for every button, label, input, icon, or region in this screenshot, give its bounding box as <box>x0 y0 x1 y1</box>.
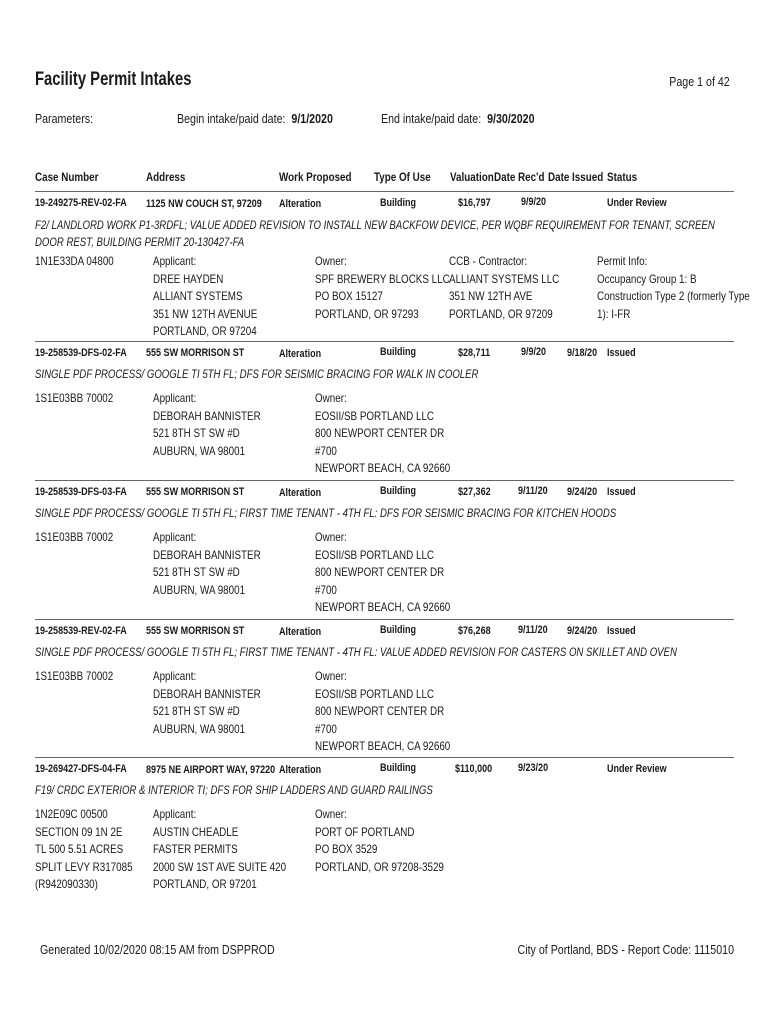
status: Issued <box>607 347 636 359</box>
work-proposed: Alteration <box>279 626 322 638</box>
owner-block <box>315 390 480 478</box>
col-header-type-of-use: Type Of Use <box>374 170 431 184</box>
record-divider <box>35 480 734 481</box>
address: 1125 NW COUCH ST, 97209 <box>146 198 262 210</box>
col-header-date-received: Date Rec'd <box>494 170 545 184</box>
block-line: SPLIT LEVY R317085 <box>35 859 133 874</box>
record-divider <box>35 341 734 342</box>
parcel-block <box>35 253 131 271</box>
block-line: TL 500 5.51 ACRES <box>35 842 124 856</box>
block-line: AUBURN, WA 98001 <box>153 582 246 597</box>
address: 8975 NE AIRPORT WAY, 97220 <box>146 764 276 776</box>
work-description: F2/ LANDLORD WORK P1-3RDFL; VALUE ADDED REVISION TO INSTALL NEW BACKFOW DEVICE, PER WQBF REQUIREMENT FOR TENANT, SCREEN DOOR REST, BUILDING PERMIT 20-130427-FA <box>35 218 715 249</box>
case-number: 19-249275-REV-02-FA <box>35 197 127 209</box>
block-line: AUBURN, WA 98001 <box>153 443 246 458</box>
permit-info-block <box>597 253 770 323</box>
block-line: 1S1E03BB 70002 <box>35 391 114 405</box>
col-header-valuation: Valuation <box>450 170 494 184</box>
col-header-date-issued: Date Issued <box>548 170 604 184</box>
applicant-block <box>153 390 284 460</box>
block-line: Owner: <box>315 807 347 821</box>
valuation: $76,268 <box>458 625 491 637</box>
block-line: 1N1E33DA 04800 <box>35 254 114 268</box>
block-line: DEBORAH BANNISTER <box>153 547 261 562</box>
parcel-block <box>35 668 130 686</box>
end-date-value: 9/30/2020 <box>487 111 535 126</box>
contractor-block <box>449 253 584 323</box>
address: 555 SW MORRISON ST <box>146 625 245 637</box>
type-of-use: Building <box>380 762 417 774</box>
applicant-block <box>153 529 284 599</box>
block-line: Owner: <box>315 530 347 544</box>
block-line: Applicant: <box>153 530 197 544</box>
block-line: ALLIANT SYSTEMS LLC <box>449 271 560 286</box>
block-line: Construction Type 2 (formerly Type <box>597 289 750 303</box>
block-line: AUSTIN CHEADLE <box>153 824 239 839</box>
date-issued: 9/24/20 <box>567 625 598 637</box>
col-header-address: Address <box>146 170 186 184</box>
block-line: #700 <box>315 443 337 458</box>
block-line: SPF BREWERY BLOCKS LLC <box>315 271 450 286</box>
block-line: Permit Info: <box>597 254 648 268</box>
block-line: #700 <box>315 582 337 597</box>
footer-report-code: City of Portland, BDS - Report Code: 1115010 <box>517 942 734 957</box>
block-line: Applicant: <box>153 254 197 268</box>
case-number: 19-258539-DFS-02-FA <box>35 347 127 359</box>
block-line: 521 8TH ST SW #D <box>153 704 240 718</box>
block-line: SECTION 09 1N 2E <box>35 824 123 839</box>
block-line: (R942090330) <box>35 877 98 891</box>
valuation: $16,797 <box>458 197 491 209</box>
work-proposed: Alteration <box>279 487 322 499</box>
block-line: 2000 SW 1ST AVE SUITE 420 <box>153 859 287 874</box>
block-line: PO BOX 15127 <box>315 289 383 303</box>
block-line: PO BOX 3529 <box>315 842 378 856</box>
status: Issued <box>607 486 636 498</box>
block-line: DEBORAH BANNISTER <box>153 408 261 423</box>
block-line: Owner: <box>315 391 347 405</box>
case-number: 19-258539-REV-02-FA <box>35 625 127 637</box>
block-line: 521 8TH ST SW #D <box>153 426 240 440</box>
block-line: PORTLAND, OR 97204 <box>153 324 257 338</box>
block-line: 800 NEWPORT CENTER DR <box>315 565 445 579</box>
begin-date-label: Begin intake/paid date: <box>177 111 286 126</box>
status: Under Review <box>607 197 667 209</box>
applicant-block <box>153 253 280 341</box>
date-received: 9/11/20 <box>518 624 548 636</box>
block-line: NEWPORT BEACH, CA 92660 <box>315 600 451 614</box>
block-line: ALLIANT SYSTEMS <box>153 289 243 303</box>
block-line: #700 <box>315 721 337 736</box>
type-of-use: Building <box>380 485 417 497</box>
block-line: Applicant: <box>153 669 197 683</box>
parcel-block <box>35 529 130 547</box>
block-line: EOSII/SB PORTLAND LLC <box>315 408 435 423</box>
applicant-block <box>153 806 315 894</box>
valuation: $28,711 <box>458 347 491 359</box>
block-line: Applicant: <box>153 807 197 821</box>
block-line: FASTER PERMITS <box>153 842 238 856</box>
block-line: NEWPORT BEACH, CA 92660 <box>315 739 451 753</box>
begin-date-param <box>177 111 367 126</box>
address: 555 SW MORRISON ST <box>146 486 245 498</box>
col-header-work-proposed: Work Proposed <box>279 170 352 184</box>
block-line: EOSII/SB PORTLAND LLC <box>315 686 435 701</box>
address: 555 SW MORRISON ST <box>146 347 245 359</box>
page-number: Page 1 of 42 <box>669 74 730 89</box>
block-line: PORTLAND, OR 97208-3529 <box>315 859 444 874</box>
type-of-use: Building <box>380 197 417 209</box>
col-header-status: Status <box>607 170 638 184</box>
block-line: PORT OF PORTLAND <box>315 824 415 839</box>
block-line: 521 8TH ST SW #D <box>153 565 240 579</box>
block-line: Owner: <box>315 254 347 268</box>
date-received: 9/9/20 <box>521 346 547 358</box>
block-line: DEBORAH BANNISTER <box>153 686 261 701</box>
work-proposed: Alteration <box>279 198 322 210</box>
case-number: 19-269427-DFS-04-FA <box>35 763 127 775</box>
block-line: 351 NW 12TH AVE <box>449 289 533 303</box>
block-line: 1): I-FR <box>597 306 631 321</box>
end-date-label: End intake/paid date: <box>381 111 482 126</box>
block-line: 1S1E03BB 70002 <box>35 530 114 544</box>
begin-date-value: 9/1/2020 <box>291 111 333 126</box>
block-line: DREE HAYDEN <box>153 271 224 286</box>
valuation: $27,362 <box>458 486 491 498</box>
block-line: 1N2E09C 00500 <box>35 807 108 821</box>
block-line: 1S1E03BB 70002 <box>35 669 114 683</box>
block-line: NEWPORT BEACH, CA 92660 <box>315 461 451 475</box>
block-line: 351 NW 12TH AVENUE <box>153 306 258 321</box>
date-issued: 9/18/20 <box>567 347 598 359</box>
block-line: AUBURN, WA 98001 <box>153 721 246 736</box>
status: Under Review <box>607 763 667 775</box>
header-divider <box>35 191 734 192</box>
work-description: F19/ CRDC EXTERIOR & INTERIOR TI; DFS FOR SHIP LADDERS AND GUARD RAILINGS <box>35 783 433 797</box>
type-of-use: Building <box>380 624 417 636</box>
valuation: $110,000 <box>455 763 493 775</box>
owner-block <box>315 529 480 617</box>
block-line: Applicant: <box>153 391 197 405</box>
case-number: 19-258539-DFS-03-FA <box>35 486 127 498</box>
block-line: CCB - Contractor: <box>449 254 528 268</box>
work-proposed: Alteration <box>279 764 322 776</box>
work-description: SINGLE PDF PROCESS/ GOOGLE TI 5TH FL; FIRST TIME TENANT - 4TH FL: DFS FOR SEISMIC BRACING FOR KITCHEN HOODS <box>35 506 617 520</box>
date-received: 9/11/20 <box>518 485 548 497</box>
date-issued: 9/24/20 <box>567 486 598 498</box>
footer-generated: Generated 10/02/2020 08:15 AM from DSPPROD <box>40 942 275 957</box>
applicant-block <box>153 668 284 738</box>
block-line: EOSII/SB PORTLAND LLC <box>315 547 435 562</box>
block-line: Occupancy Group 1: B <box>597 271 697 286</box>
work-description: SINGLE PDF PROCESS/ GOOGLE TI 5TH FL; DFS FOR SEISMIC BRACING FOR WALK IN COOLER <box>35 367 479 381</box>
owner-block <box>315 806 472 876</box>
work-description: SINGLE PDF PROCESS/ GOOGLE TI 5TH FL; FIRST TIME TENANT - 4TH FL: VALUE ADDED REVISION FOR CASTERS ON SKILLET AND OVEN <box>35 645 677 659</box>
block-line: PORTLAND, OR 97293 <box>315 306 419 321</box>
work-proposed: Alteration <box>279 348 322 360</box>
status: Issued <box>607 625 636 637</box>
end-date-param <box>381 111 568 126</box>
col-header-case-number: Case Number <box>35 170 99 184</box>
report-title: Facility Permit Intakes <box>35 69 192 90</box>
type-of-use: Building <box>380 346 417 358</box>
owner-block <box>315 668 480 756</box>
record-divider <box>35 757 734 758</box>
block-line: PORTLAND, OR 97201 <box>153 877 257 891</box>
block-line: 800 NEWPORT CENTER DR <box>315 426 445 440</box>
date-received: 9/23/20 <box>518 762 549 774</box>
block-line: Owner: <box>315 669 347 683</box>
date-received: 9/9/20 <box>521 196 547 208</box>
parcel-block <box>35 390 130 408</box>
record-divider <box>35 619 734 620</box>
block-line: 800 NEWPORT CENTER DR <box>315 704 445 718</box>
parameters-label: Parameters: <box>35 111 94 126</box>
block-line: PORTLAND, OR 97209 <box>449 306 553 321</box>
parcel-block <box>35 806 154 894</box>
